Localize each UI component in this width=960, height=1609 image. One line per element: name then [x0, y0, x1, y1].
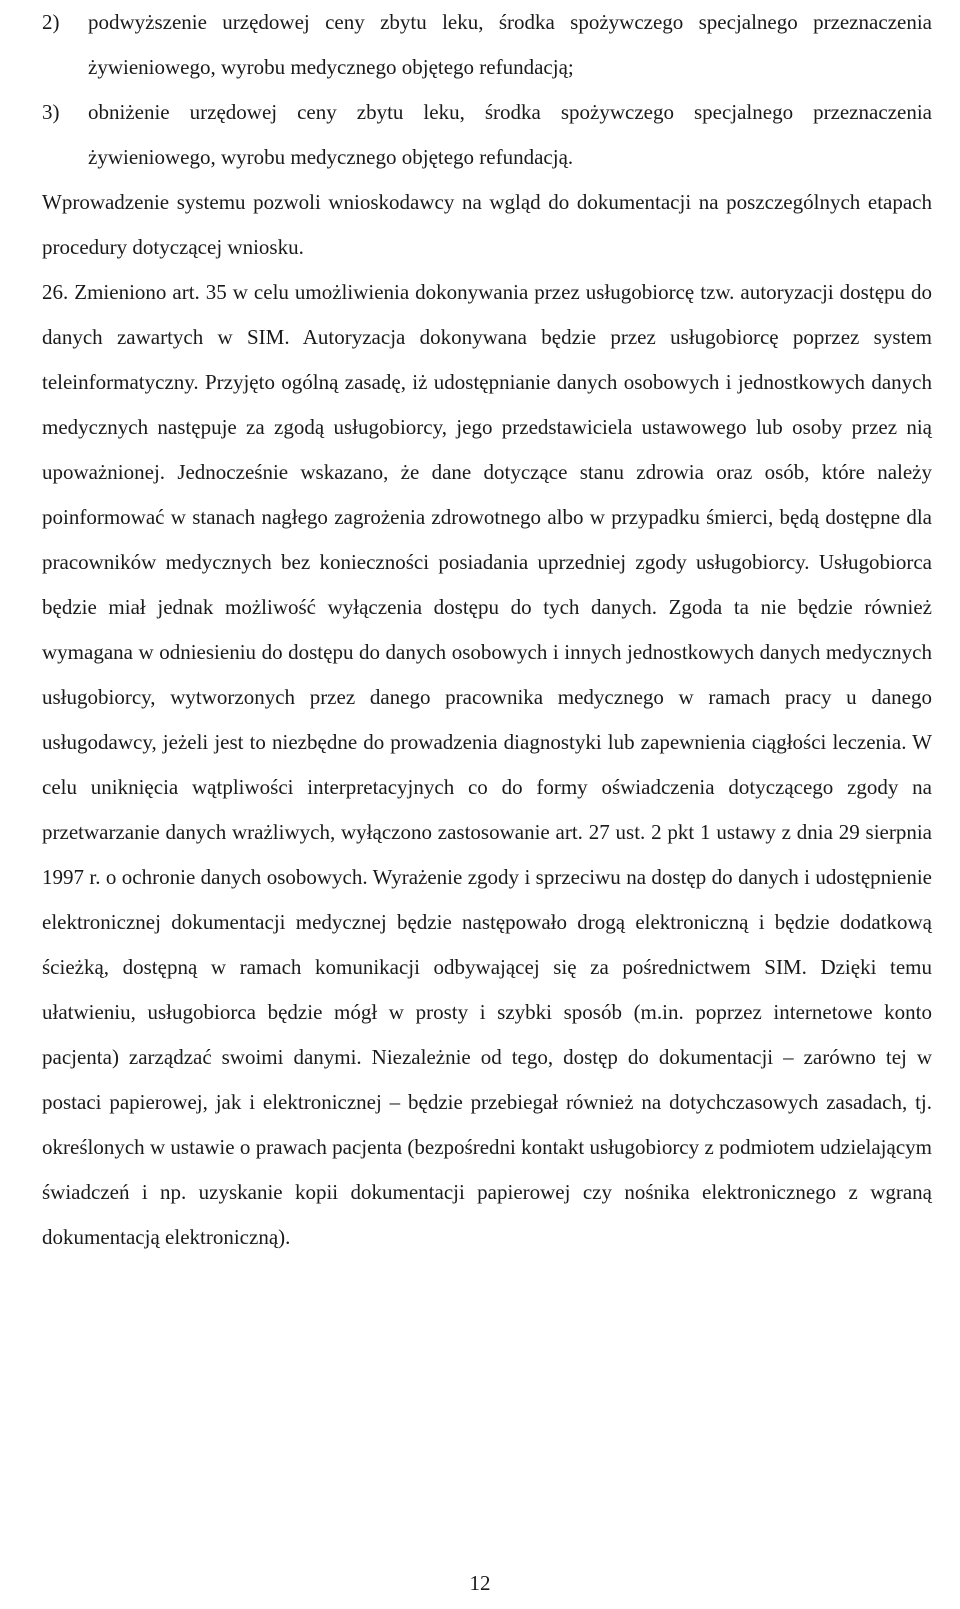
list-item-number: 2)	[42, 10, 60, 34]
list-item-text: podwyższenie urzędowej ceny zbytu leku, środka spożywczego specjalnego przeznaczenia żywieniowego, wyrobu medycznego objętego refundacją;	[88, 10, 932, 79]
paragraph-system-intro: Wprowadzenie systemu pozwoli wnioskodawcy na wgląd do dokumentacji na poszczególnych etapach procedury dotyczącej wniosku.	[42, 190, 932, 259]
document-body	[42, 0, 932, 1260]
paragraph-text: Zmieniono art. 35 w celu umożliwienia dokonywania przez usługobiorcę tzw. autoryzacji dostępu do danych zawartych w SIM. Autoryzacja dokonywana będzie przez usługobiorcę poprzez system teleinformatyczny. Przyjęto ogólną zasadę, iż udostępnianie danych osobowych i jednostkowych danych medycznych następuje za zgodą usługobiorcy, jego przedstawiciela ustawowego lub osoby przez nią upoważnionej. Jednocześnie wskazano, że dane dotyczące stanu zdrowia oraz osób, które należy poinformować w stanach nagłego zagrożenia zdrowotnego albo w przypadku śmierci, będą dostępne dla pracowników medycznych bez konieczności posiadania uprzedniej zgody usługobiorcy. Usługobiorca będzie miał jednak możliwość wyłączenia dostępu do tych danych. Zgoda ta nie będzie również wymagana w odniesieniu do dostępu do danych osobowych i innych jednostkowych danych medycznych usługobiorcy, wytworzonych przez danego pracownika medycznego w ramach pracy u danego usługodawcy, jeżeli jest to niezbędne do prowadzenia diagnostyki lub zapewnienia ciągłości leczenia. W celu uniknięcia wątpliwości interpretacyjnych co do formy oświadczenia dotyczącego zgody na przetwarzanie danych wrażliwych, wyłączono zastosowanie art. 27 ust. 2 pkt 1 ustawy z dnia 29 sierpnia 1997 r. o ochronie danych osobowych. Wyrażenie zgody i sprzeciwu na dostęp do danych i udostępnienie elektronicznej dokumentacji medycznej będzie następowało drogą elektroniczną i będzie dodatkową ścieżką, dostępną w ramach komunikacji odbywającej się za pośrednictwem SIM. Dzięki temu ułatwieniu, usługobiorca będzie mógł w prosty i szybki sposób (m.in. poprzez internetowe konto pacjenta) zarządzać swoimi danymi. Niezależnie od tego, dostęp do dokumentacji – zarówno tej w postaci papierowej, jak i elektronicznej – będzie przebiegał również na dotychczasowych zasadach, tj. określonych w ustawie o prawach pacjenta (bezpośredni kontakt usługobiorcy z podmiotem udzielającym świadczeń i np. uzyskanie kopii dokumentacji papierowej czy nośnika elektronicznego z wgraną dokumentacją elektroniczną).	[42, 280, 933, 1249]
page-number: 12	[469, 1571, 491, 1595]
list-item-text: obniżenie urzędowej ceny zbytu leku, środka spożywczego specjalnego przeznaczenia żywieniowego, wyrobu medycznego objętego refundacją.	[88, 100, 932, 169]
paragraph-26	[42, 270, 932, 1260]
list-item	[42, 90, 932, 180]
list-item-number: 3)	[42, 100, 60, 124]
paragraph-number: 26.	[42, 280, 69, 304]
list-item	[42, 0, 932, 90]
